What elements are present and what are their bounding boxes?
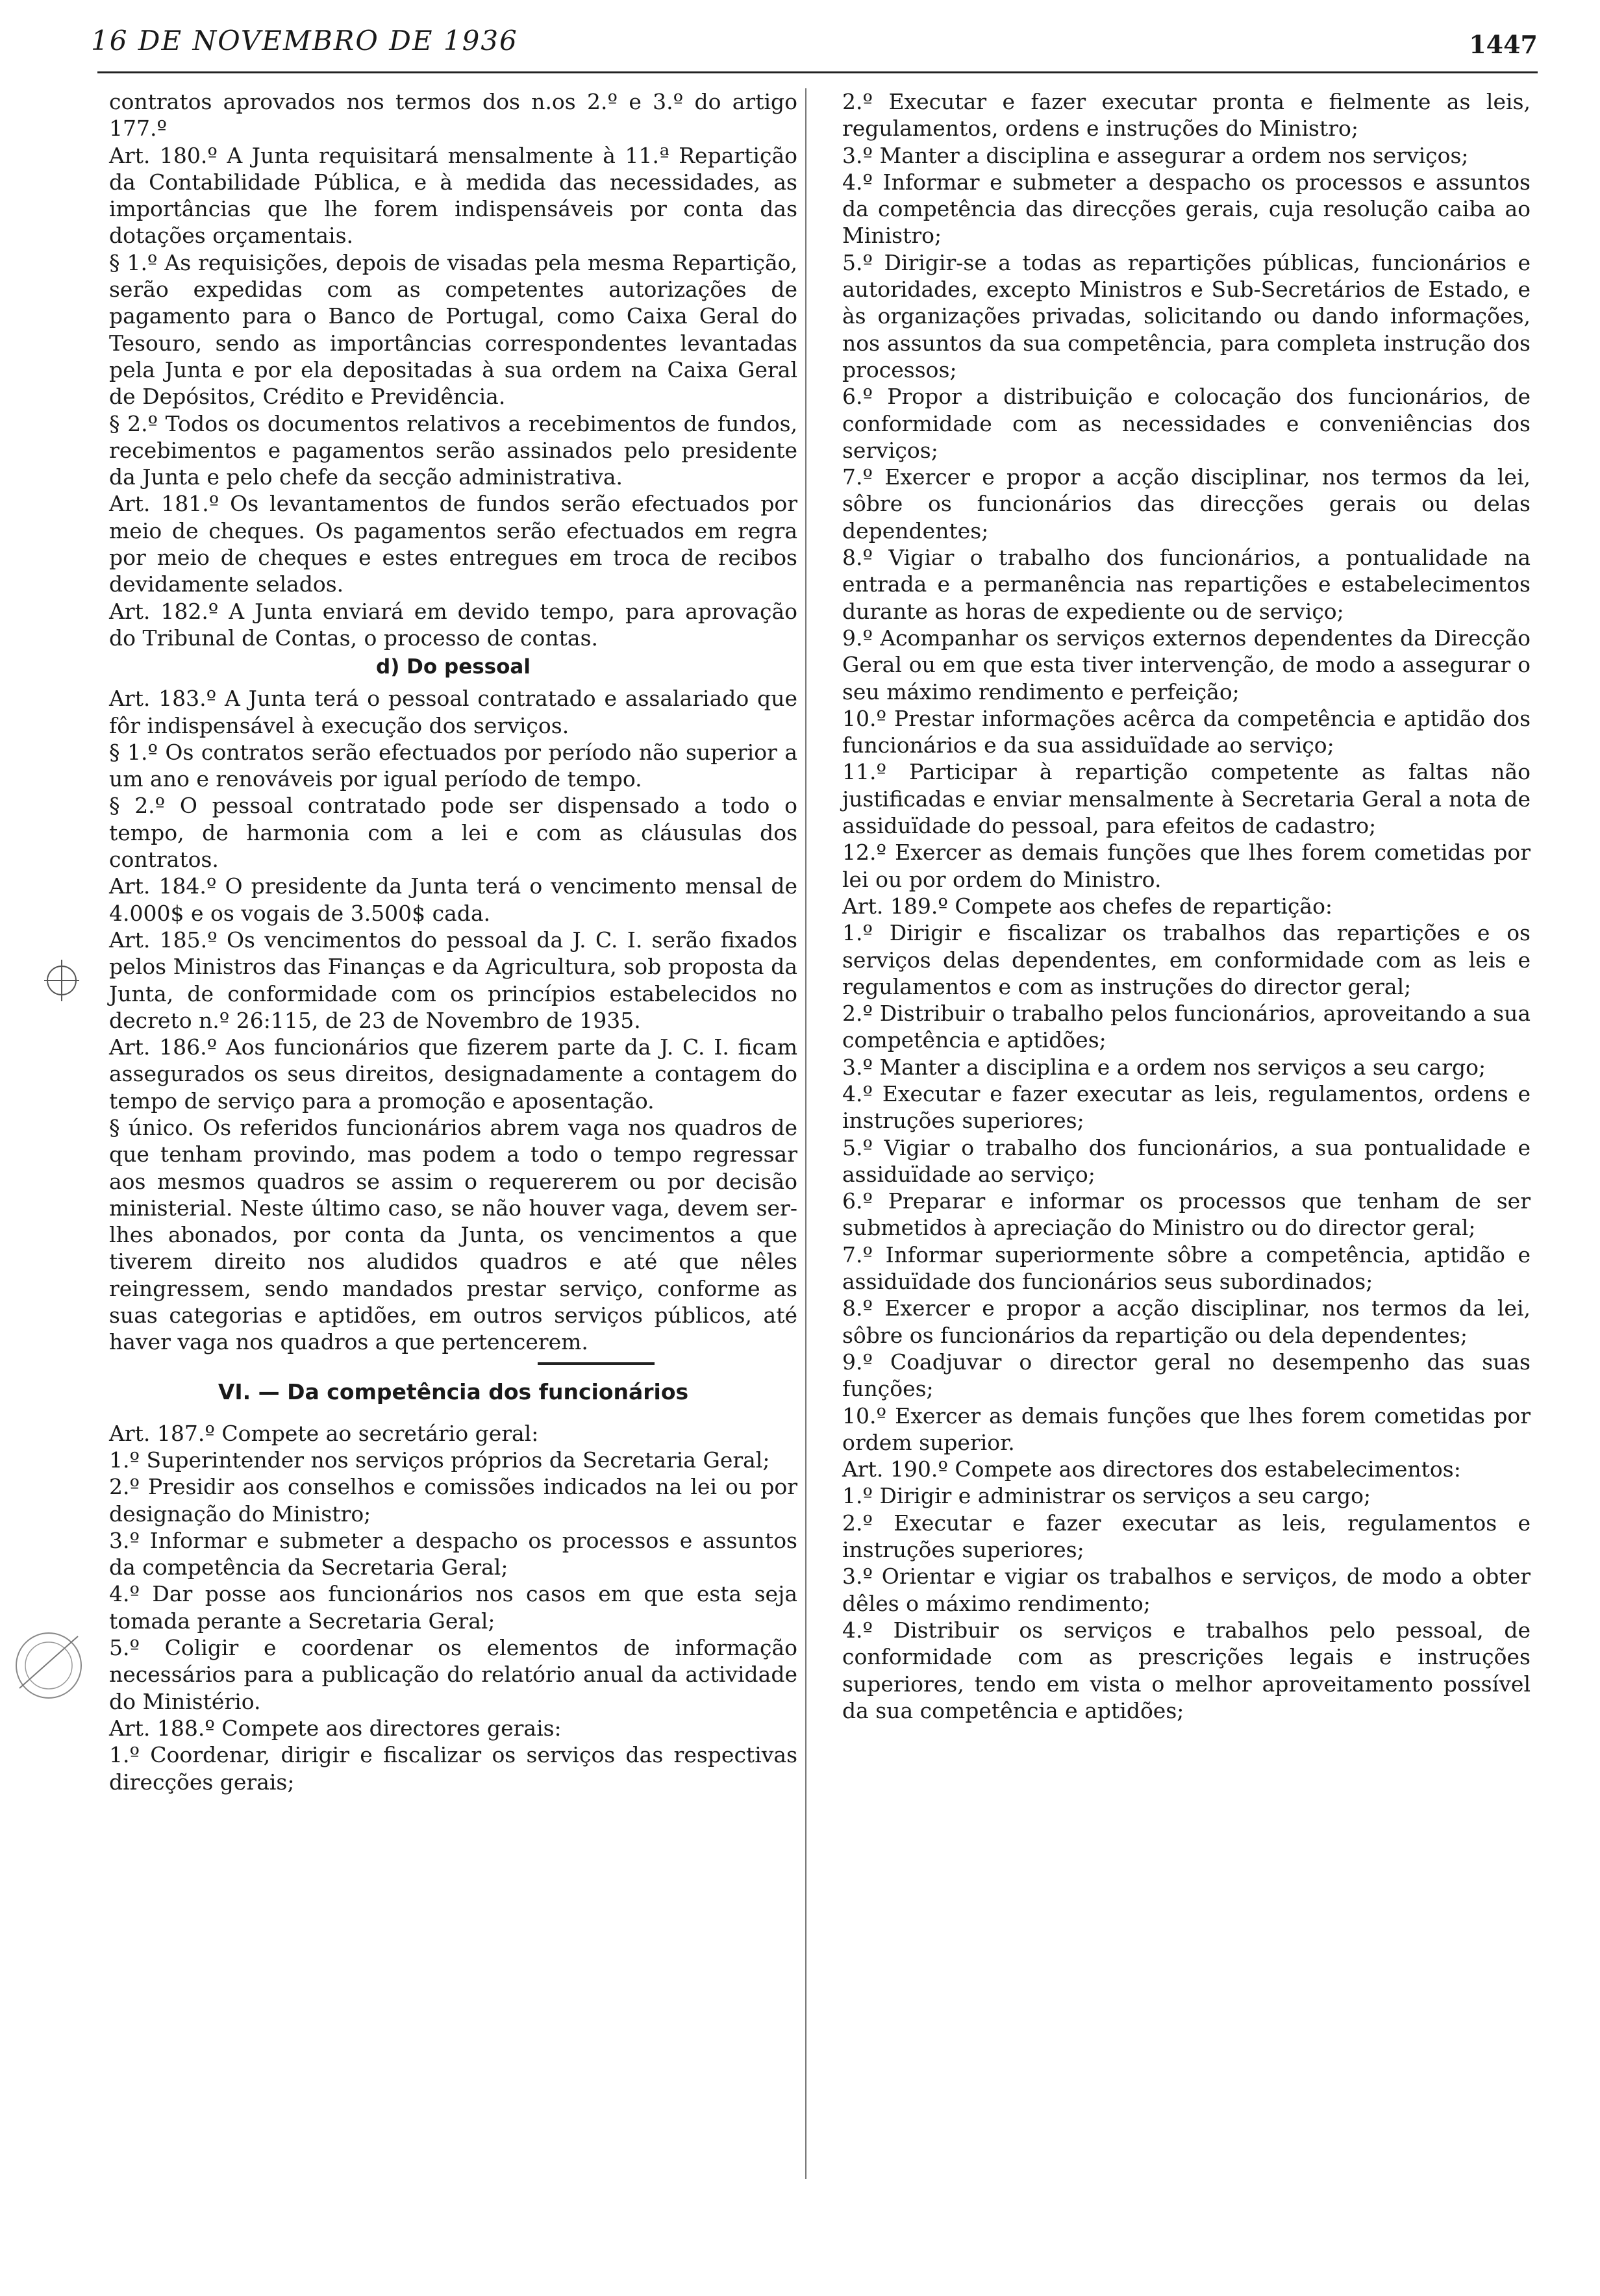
right-column — [842, 88, 1531, 1724]
paragraph: 4.º Executar e fazer executar as leis, regulamentos, ordens e instruções superiores; — [842, 1080, 1531, 1134]
paragraph: 4.º Informar e submeter a despacho os processos e assuntos da competência das direcções gerais, cuja resolução caiba ao Ministro; — [842, 169, 1531, 249]
paragraph: 6.º Preparar e informar os processos que tenham de ser submetidos à apreciação do Ministro ou do director geral; — [842, 1188, 1531, 1241]
paragraph: 9.º Acompanhar os serviços externos dependentes da Direcção Geral ou em que esta tiver intervenção, de modo a assegurar o seu máximo rendimento e perfeição; — [842, 625, 1531, 705]
right-paragraphs — [842, 88, 1531, 1724]
paragraph: 6.º Propor a distribuição e colocação dos funcionários, de conformidade com as necessidades e conveniências dos serviços; — [842, 384, 1531, 463]
paragraph: Art. 190.º Compete aos directores dos estabelecimentos: — [842, 1456, 1461, 1482]
header-date: 16 DE NOVEMBRO DE 1936 — [91, 25, 518, 56]
paragraph: Art. 186.º Aos funcionários que fizerem parte da J. C. I. ficam assegurados os seus direitos, designadamente a contagem do tempo de serviço para a promoção e aposentação. — [109, 1034, 797, 1114]
paragraph: 4.º Distribuir os serviços e trabalhos pelo pessoal, de conformidade com as prescrições legais e instruções superiores, tendo em vista o melhor aproveitamento possível da sua competência e aptidões; — [842, 1617, 1531, 1723]
subheading-pessoal: d) Do pessoal — [376, 655, 531, 679]
paragraph: 5.º Coligir e coordenar os elementos de informação necessários para a publicação do relatório anual da actividade do Ministério. — [109, 1635, 797, 1714]
paragraph: § 1.º As requisições, depois de visadas pela mesma Repartição, serão expedidas com as competentes autorizações de pagamento para o Banco de Portugal, como Caixa Geral do Tesouro, sendo as importâncias correspondentes levantadas pela Junta e por ela depositadas à sua ordem na Caixa Geral de Depósitos, Crédito e Previdência. — [109, 249, 797, 410]
paragraph: 7.º Exercer e propor a acção disciplinar, nos termos da lei, sôbre os funcionários das direcções gerais ou delas dependentes; — [842, 464, 1531, 543]
paragraph: Art. 183.º A Junta terá o pessoal contratado e assalariado que fôr indispensável à execução dos serviços. — [109, 686, 797, 738]
paragraph: 3.º Manter a disciplina e assegurar a ordem nos serviços; — [842, 142, 1469, 168]
paragraph: 10.º Prestar informações acêrca da competência e aptidão dos funcionários e da sua assiduïdade ao serviço; — [842, 705, 1531, 758]
paragraph: § único. Os referidos funcionários abrem vaga nos quadros de que tenham provindo, mas podem a todo o tempo regressar aos mesmos quadros se assim o requererem ou por decisão ministerial. Neste último caso, se não houver vaga, devem ser-lhes abonados, por conta da Junta, os vencimentos a que tiverem direito nos aludidos quadros e até que nêles reingressem, sendo mandados prestar serviço, conforme as suas categorias e aptidões, em outros serviços públicos, até haver vaga nos quadros a que pertencerem. — [109, 1114, 797, 1355]
paragraph: 1.º Superintender nos serviços próprios da Secretaria Geral; — [109, 1447, 770, 1473]
paragraph: 4.º Dar posse aos funcionários nos casos em que esta seja tomada perante a Secretaria Geral; — [109, 1581, 797, 1634]
paragraph: 10.º Exercer as demais funções que lhes forem cometidas por ordem superior. — [842, 1403, 1531, 1455]
paragraph: 2.º Executar e fazer executar pronta e fielmente as leis, regulamentos, ordens e instruções do Ministro; — [842, 89, 1531, 142]
left-column — [109, 88, 797, 1795]
left-paragraphs-c — [109, 1420, 797, 1795]
paragraph: 11.º Participar à repartição competente as faltas não justificadas e enviar mensalmente à Secretaria Geral a nota de assiduïdade do pessoal, para efeitos de cadastro; — [842, 759, 1531, 839]
paragraph: 5.º Vigiar o trabalho dos funcionários, a sua pontualidade e assiduïdade ao serviço; — [842, 1134, 1531, 1187]
paragraph: 12.º Exercer as demais funções que lhes forem cometidas por lei ou por ordem do Ministro. — [842, 840, 1531, 892]
paragraph: Art. 182.º A Junta enviará em devido tempo, para aprovação do Tribunal de Contas, o processo de contas. — [109, 598, 797, 651]
left-paragraphs-b — [109, 685, 797, 1355]
paragraph: 3.º Manter a disciplina e a ordem nos serviços a seu cargo; — [842, 1054, 1486, 1080]
column-divider — [805, 88, 806, 2179]
paragraph: § 2.º O pessoal contratado pode ser dispensado a todo o tempo, de harmonia com a lei e com as cláusulas dos contratos. — [109, 793, 797, 873]
paragraph: Art. 184.º O presidente da Junta terá o vencimento mensal de 4.000$ e os vogais de 3.500$ cada. — [109, 873, 797, 926]
margin-seal-icon — [6, 1617, 91, 1714]
header-rule — [97, 71, 1538, 73]
section-heading: VI. — Da competência dos funcionários — [218, 1379, 689, 1404]
left-paragraphs-a — [109, 88, 797, 651]
paragraph: § 1.º Os contratos serão efectuados por período não superior a um ano e renováveis por igual período de tempo. — [109, 739, 797, 792]
paragraph: Art. 188.º Compete aos directores gerais: — [109, 1715, 562, 1741]
paragraph: 3.º Informar e submeter a despacho os processos e assuntos da competência da Secretaria Geral; — [109, 1527, 797, 1580]
paragraph: 2.º Distribuir o trabalho pelos funcionários, aproveitando a sua competência e aptidões; — [842, 1001, 1531, 1053]
paragraph: Art. 185.º Os vencimentos do pessoal da J. C. I. serão fixados pelos Ministros das Finanças e da Agricultura, sob proposta da Junta, de conformidade com os princípios estabelecidos no decreto n.º 26:115, de 23 de Novembro de 1935. — [109, 927, 797, 1033]
margin-stamp-icon — [39, 955, 84, 1006]
paragraph: 1.º Dirigir e fiscalizar os trabalhos das repartições e os serviços delas dependentes, em conformidade com as leis e regulamentos e com as instruções do director geral; — [842, 920, 1531, 999]
paragraph: 7.º Informar superiormente sôbre a competência, aptidão e assiduïdade dos funcionários seus subordinados; — [842, 1242, 1531, 1295]
paragraph: 2.º Executar e fazer executar as leis, regulamentos e instruções superiores; — [842, 1510, 1531, 1563]
page-number: 1447 — [1469, 30, 1538, 59]
paragraph: contratos aprovados nos termos dos n.os 2.º e 3.º do artigo 177.º — [109, 89, 797, 142]
paragraph: Art. 180.º A Junta requisitará mensalmente à 11.ª Repartição da Contabilidade Pública, e à medida das necessidades, as importâncias que lhe forem indispensáveis por conta das dotações orçamentais. — [109, 142, 797, 249]
paragraph: 9.º Coadjuvar o director geral no desempenho das suas funções; — [842, 1349, 1531, 1402]
paragraph: 8.º Vigiar o trabalho dos funcionários, a pontualidade na entrada e a permanência nas repartições e estabelecimentos durante as horas de expediente ou de serviço; — [842, 545, 1531, 624]
section-separator — [538, 1362, 655, 1365]
paragraph: Art. 181.º Os levantamentos de fundos serão efectuados por meio de cheques. Os pagamentos serão efectuados em regra por meio de cheques e estes entregues em troca de recibos devidamente selados. — [109, 491, 797, 597]
paragraph: 8.º Exercer e propor a acção disciplinar, nos termos da lei, sôbre os funcionários da repartição ou dela dependentes; — [842, 1295, 1531, 1348]
paragraph: 3.º Orientar e vigiar os trabalhos e serviços, de modo a obter dêles o máximo rendimento; — [842, 1564, 1531, 1616]
paragraph: Art. 189.º Compete aos chefes de repartição: — [842, 893, 1333, 919]
paragraph: § 2.º Todos os documentos relativos a recebimentos de fundos, recebimentos e pagamentos serão assinados pelo presidente da Junta e pelo chefe da secção administrativa. — [109, 410, 797, 490]
paragraph: 1.º Dirigir e administrar os serviços a seu cargo; — [842, 1483, 1371, 1509]
paragraph: Art. 187.º Compete ao secretário geral: — [109, 1420, 539, 1446]
paragraph: 1.º Coordenar, dirigir e fiscalizar os serviços das respectivas direcções gerais; — [109, 1742, 797, 1795]
paragraph: 5.º Dirigir-se a todas as repartições públicas, funcionários e autoridades, excepto Ministros e Sub-Secretários de Estado, e às organizações privadas, solicitando ou dando informações, nos assuntos da sua competência, para completa instrução dos processos; — [842, 249, 1531, 382]
paragraph: 2.º Presidir aos conselhos e comissões indicados na lei ou por designação do Ministro; — [109, 1474, 797, 1527]
